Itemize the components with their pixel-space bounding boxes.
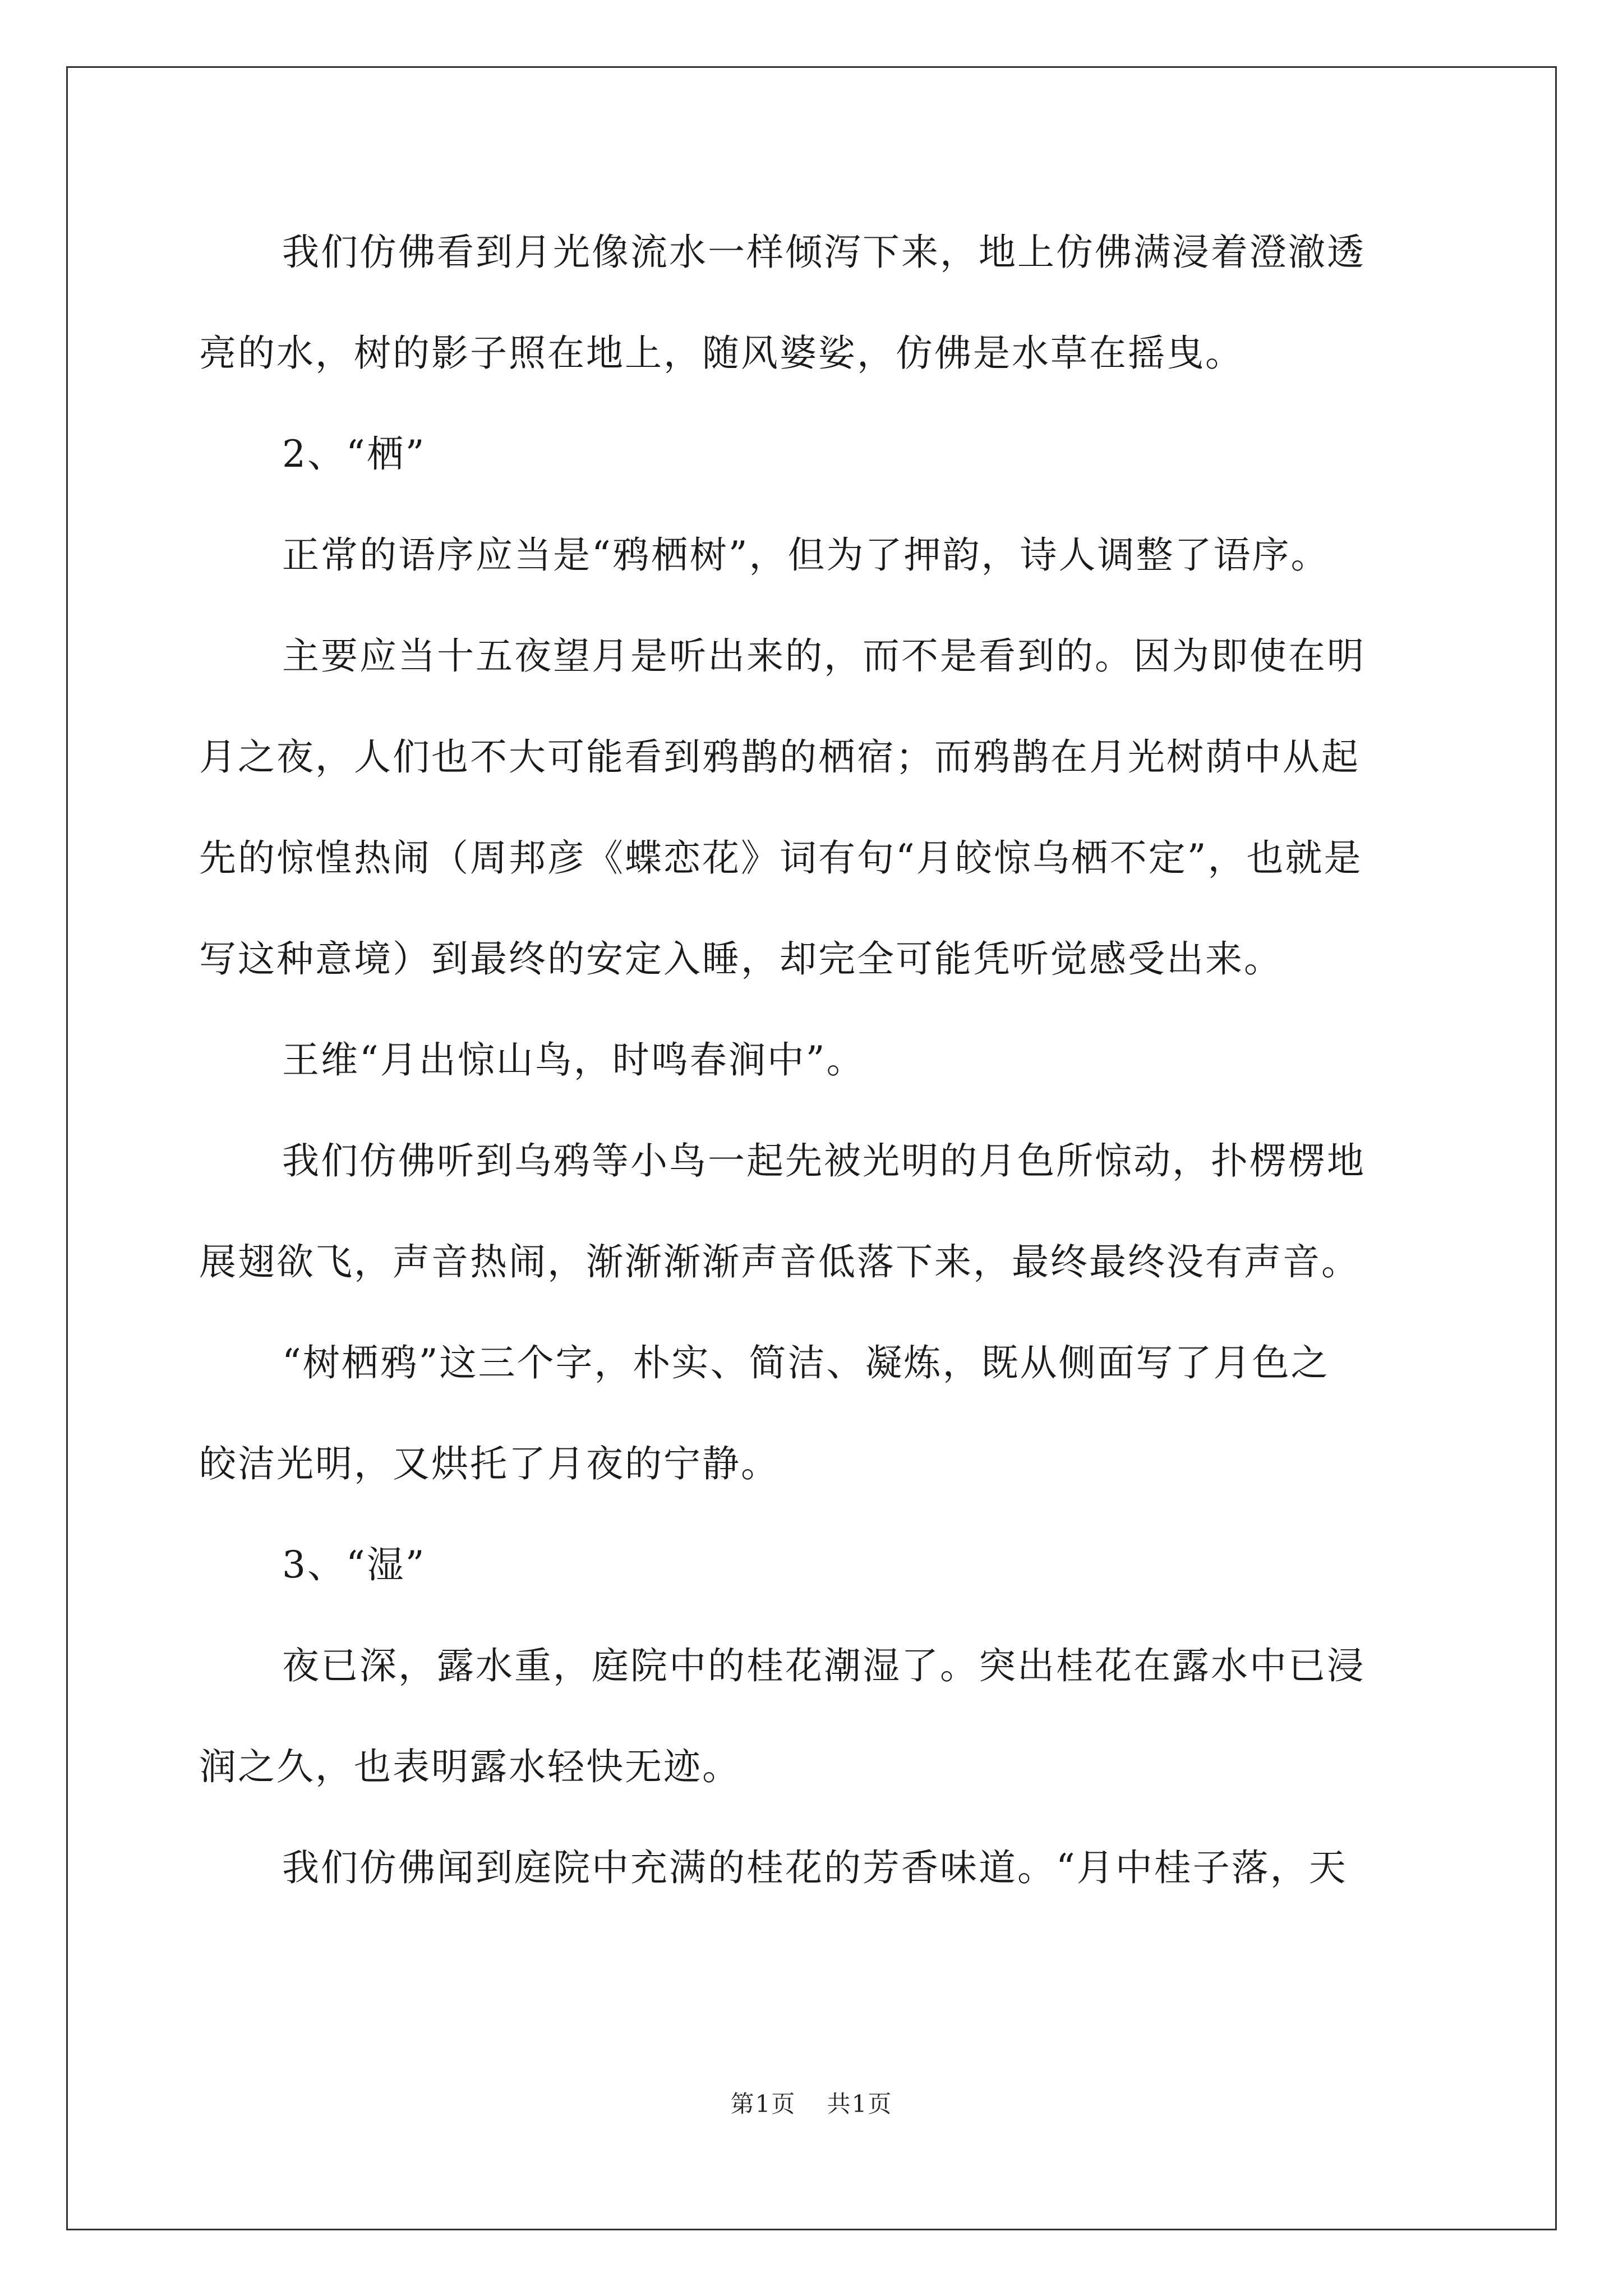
paragraph	[199, 1818, 1430, 1918]
page-footer	[0, 2086, 1623, 2119]
paragraph-line: 皎洁光明，又烘托了月夜的宁静。	[199, 1442, 780, 1485]
paragraph	[199, 202, 1430, 404]
paragraph	[199, 1010, 1430, 1111]
paragraph-line: 亮的水，树的影子照在地上，随风婆娑，仿佛是水草在摇曳。	[199, 332, 1244, 375]
paragraph-line: “树栖鸦”这三个字，朴实、简洁、凝炼，既从侧面写了月色之	[282, 1341, 1330, 1384]
page-number-current: 第1页	[730, 2090, 796, 2118]
paragraph-line: 我们仿佛看到月光像流水一样倾泻下来，地上仿佛满浸着澄澈透	[282, 231, 1366, 274]
paragraph-line: 正常的语序应当是“鸦栖树”，但为了押韵，诗人调整了语序。	[282, 533, 1330, 577]
paragraph-line: 3、“湿”	[282, 1543, 426, 1586]
paragraph-line: 写这种意境）到最终的安定入睡，却完全可能凭听觉感受出来。	[199, 937, 1283, 981]
paragraph-line: 王维“月出惊山鸟，时鸣春涧中”。	[282, 1038, 865, 1082]
section-heading	[199, 1515, 1430, 1616]
section-heading	[199, 404, 1430, 505]
paragraph	[199, 1616, 1430, 1818]
paragraph	[199, 1313, 1430, 1515]
paragraph	[199, 1111, 1430, 1313]
paragraph-line: 先的惊惶热闹（周邦彦《蝶恋花》词有句“月皎惊乌栖不定”，也就是	[199, 836, 1363, 880]
paragraph-line: 主要应当十五夜望月是听出来的，而不是看到的。因为即使在明	[282, 634, 1366, 678]
paragraph-line: 展翅欲飞，声音热闹，渐渐渐渐声音低落下来，最终最终没有声音。	[199, 1240, 1360, 1283]
paragraph-line: 2、“栖”	[282, 432, 426, 476]
paragraph-line: 夜已深，露水重，庭院中的桂花潮湿了。突出桂花在露水中已浸	[282, 1644, 1366, 1687]
paragraph	[199, 606, 1430, 1010]
paragraph-line: 月之夜，人们也不大可能看到鸦鹊的栖宿；而鸦鹊在月光树荫中从起	[199, 735, 1360, 779]
paragraph-line: 润之久，也表明露水轻快无迹。	[199, 1745, 741, 1788]
page-number-total: 共1页	[827, 2090, 893, 2118]
paragraph-line: 我们仿佛听到乌鸦等小鸟一起先被光明的月色所惊动，扑楞楞地	[282, 1139, 1366, 1182]
paragraph-line: 我们仿佛闻到庭院中充满的桂花的芳香味道。“月中桂子落，天	[282, 1846, 1348, 1889]
paragraph	[199, 505, 1430, 606]
